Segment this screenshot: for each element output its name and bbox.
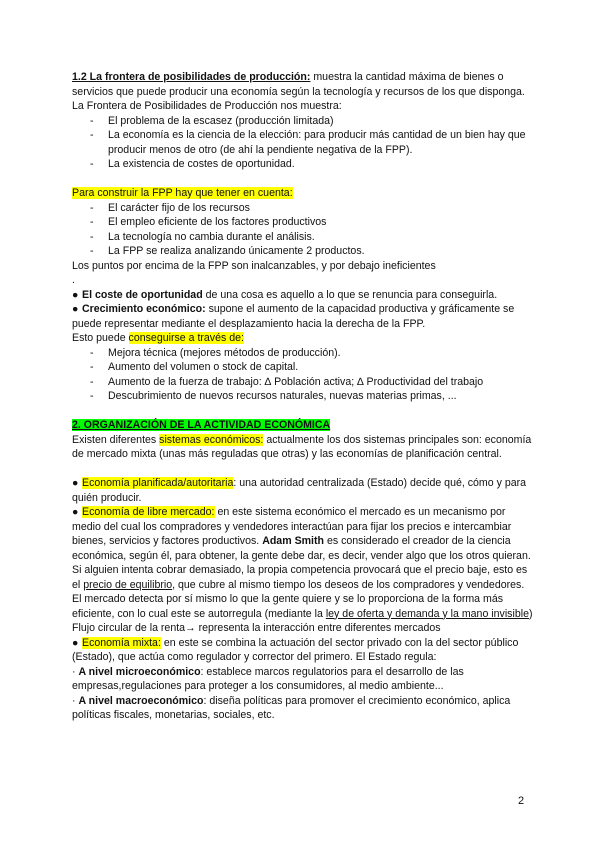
list-item: - El problema de la escasez (producción limitada) [72,114,534,129]
bullet-icon: ● [72,477,79,489]
bullet-icon: ● [72,636,79,649]
mixta-text: en este se combina la actuación del sector privado con la del sector público (Estado), que actúa como regulador y corrector del primero. El Estado regula: [72,636,519,663]
section-1-list [72,114,534,172]
libre-text-1: en este sistema económico el mercado es un mecanismo por medio del cual los compradores y vendedores interactúan para fijar los precios e intercambiar bienes, servicios y factores productivos. [72,506,512,547]
coste-oportunidad-paragraph [72,288,534,303]
list-item: - El carácter fijo de los recursos [72,201,534,216]
sub-bullet-icon: · [72,665,76,678]
section-2-intro [72,433,534,462]
planificada-highlight: Economía planificada/autoritaria [82,477,234,489]
list-item: - Aumento del volumen o stock de capital. [72,360,534,375]
micro-text: : establece marcos regulatorios para el desarrollo de las empresas,regulaciones para proteger a los consumidores, al medio ambiente... [72,665,464,692]
section-1-intro: muestra la cantidad máxima de bienes o servicios que puede producir una economía según la tecnología y recursos de los que disponga. La Frontera de Posibilidades de Producción nos muestra: [72,71,525,112]
economia-mixta-paragraph [72,636,534,665]
coste-text: de una cosa es aquello a lo que se renuncia para conseguirla. [202,288,498,301]
list-item: - La existencia de costes de oportunidad. [72,157,534,172]
crecimiento-term: Crecimiento económico: [82,303,206,315]
list-item: - Mejora técnica (mejores métodos de producción). [72,346,534,361]
section-1-paragraph [72,70,534,114]
intro-pre: Existen diferentes [72,433,160,446]
bullet-icon: ● [72,303,79,315]
esto-highlight: conseguirse a través de: [128,332,244,344]
fpp-list [72,201,534,259]
macro-term: A nivel macroeconómico [78,694,204,707]
page-number: 2 [518,795,525,807]
macro-text: : diseña políticas para promover el crecimiento económico, aplica políticas fiscales, monetarias, sociales, etc. [72,694,511,721]
bullet-icon: ● [72,288,79,301]
list-item: - La FPP se realiza analizando únicamente 2 productos. [72,244,534,259]
libre-mercado-highlight: Economía de libre mercado: [82,506,215,518]
list-item: - La tecnología no cambia durante el análisis. [72,230,534,245]
micro-term: A nivel microeconómico [78,665,201,678]
page-content [72,70,534,723]
fpp-heading-line [72,186,534,201]
list-item: - Descubrimiento de nuevos recursos naturales, nuevas materias primas, ... [72,389,534,404]
list-item: - Aumento de la fuerza de trabajo: ∆ Población activa; ∆ Productividad del trabajo [72,375,534,390]
flujo-circular-line: Flujo circular de la renta→ representa la interacción entre diferentes mercados [72,622,441,634]
list-item: - El empleo eficiente de los factores productivos [72,215,534,230]
micro-paragraph [72,665,534,694]
economia-planificada-paragraph [72,476,534,505]
esto-puede-line [72,331,534,346]
sub-bullet-icon: · [72,694,76,707]
section-2-heading: 2. ORGANIZACIÓN DE LA ACTIVIDAD ECONÓMICA [72,419,331,431]
list-item: - La economía es la ciencia de la elección: para producir más cantidad de un bien hay que producir menos de otro (de ahí la pendiente negativa de la FPP). [72,128,534,157]
bullet-icon: ● [72,506,79,518]
libre-text-2: es considerado el creador de la ciencia económica, según él, para obtener, la gente debe dar, es decir, vender algo que los otros quieran. Si alguien intenta cobrar demasiado, la propia competencia provocará que el precio baje, esto es el [72,535,531,591]
libre-mercado-paragraph [72,505,534,621]
mixta-highlight: Economía mixta: [82,636,161,649]
intro-post: actualmente los dos sistemas principales son: economía de mercado mixta (unas más reguladas que otras) y las economías de planificación central. [72,433,532,460]
adam-smith-name: Adam Smith [262,535,324,547]
libre-text-4: ) [528,607,533,620]
sistemas-highlight: sistemas económicos: [159,433,264,446]
section-2-heading-line [72,418,534,433]
ley-oferta-demanda-term: ley de oferta y demanda y la mano invisible [325,607,529,620]
crecimiento-paragraph [72,302,534,331]
esto-pre: Esto puede [72,332,129,344]
coste-term: El coste de oportunidad [82,288,203,301]
section-1-heading: 1.2 La frontera de posibilidades de producción: [72,71,311,83]
macro-paragraph [72,694,534,723]
precio-equilibrio-term: precio de equilibrio [83,578,173,591]
crecimiento-text: supone el aumento de la capacidad productiva y gráficamente se puede representar mediante el desplazamiento hacia la derecha de la FPP. [72,303,515,330]
fpp-heading: Para construir la FPP hay que tener en cuenta: [72,187,293,199]
crecimiento-list [72,346,534,404]
fpp-after-text: Los puntos por encima de la FPP son inalcanzables, y por debajo ineficientes [72,259,436,272]
fpp-dot: . [72,274,75,286]
planificada-text: : una autoridad centralizada (Estado) decide qué, cómo y para quién producir. [72,477,527,504]
libre-text-3: , que cubre al mismo tiempo los deseos de los compradores y vendedores. El mercado detecta por sí mismo lo que la gente quiere y se lo proporciona de la forma más eficiente, con lo cual este se autorregula (mediante la [72,578,525,620]
